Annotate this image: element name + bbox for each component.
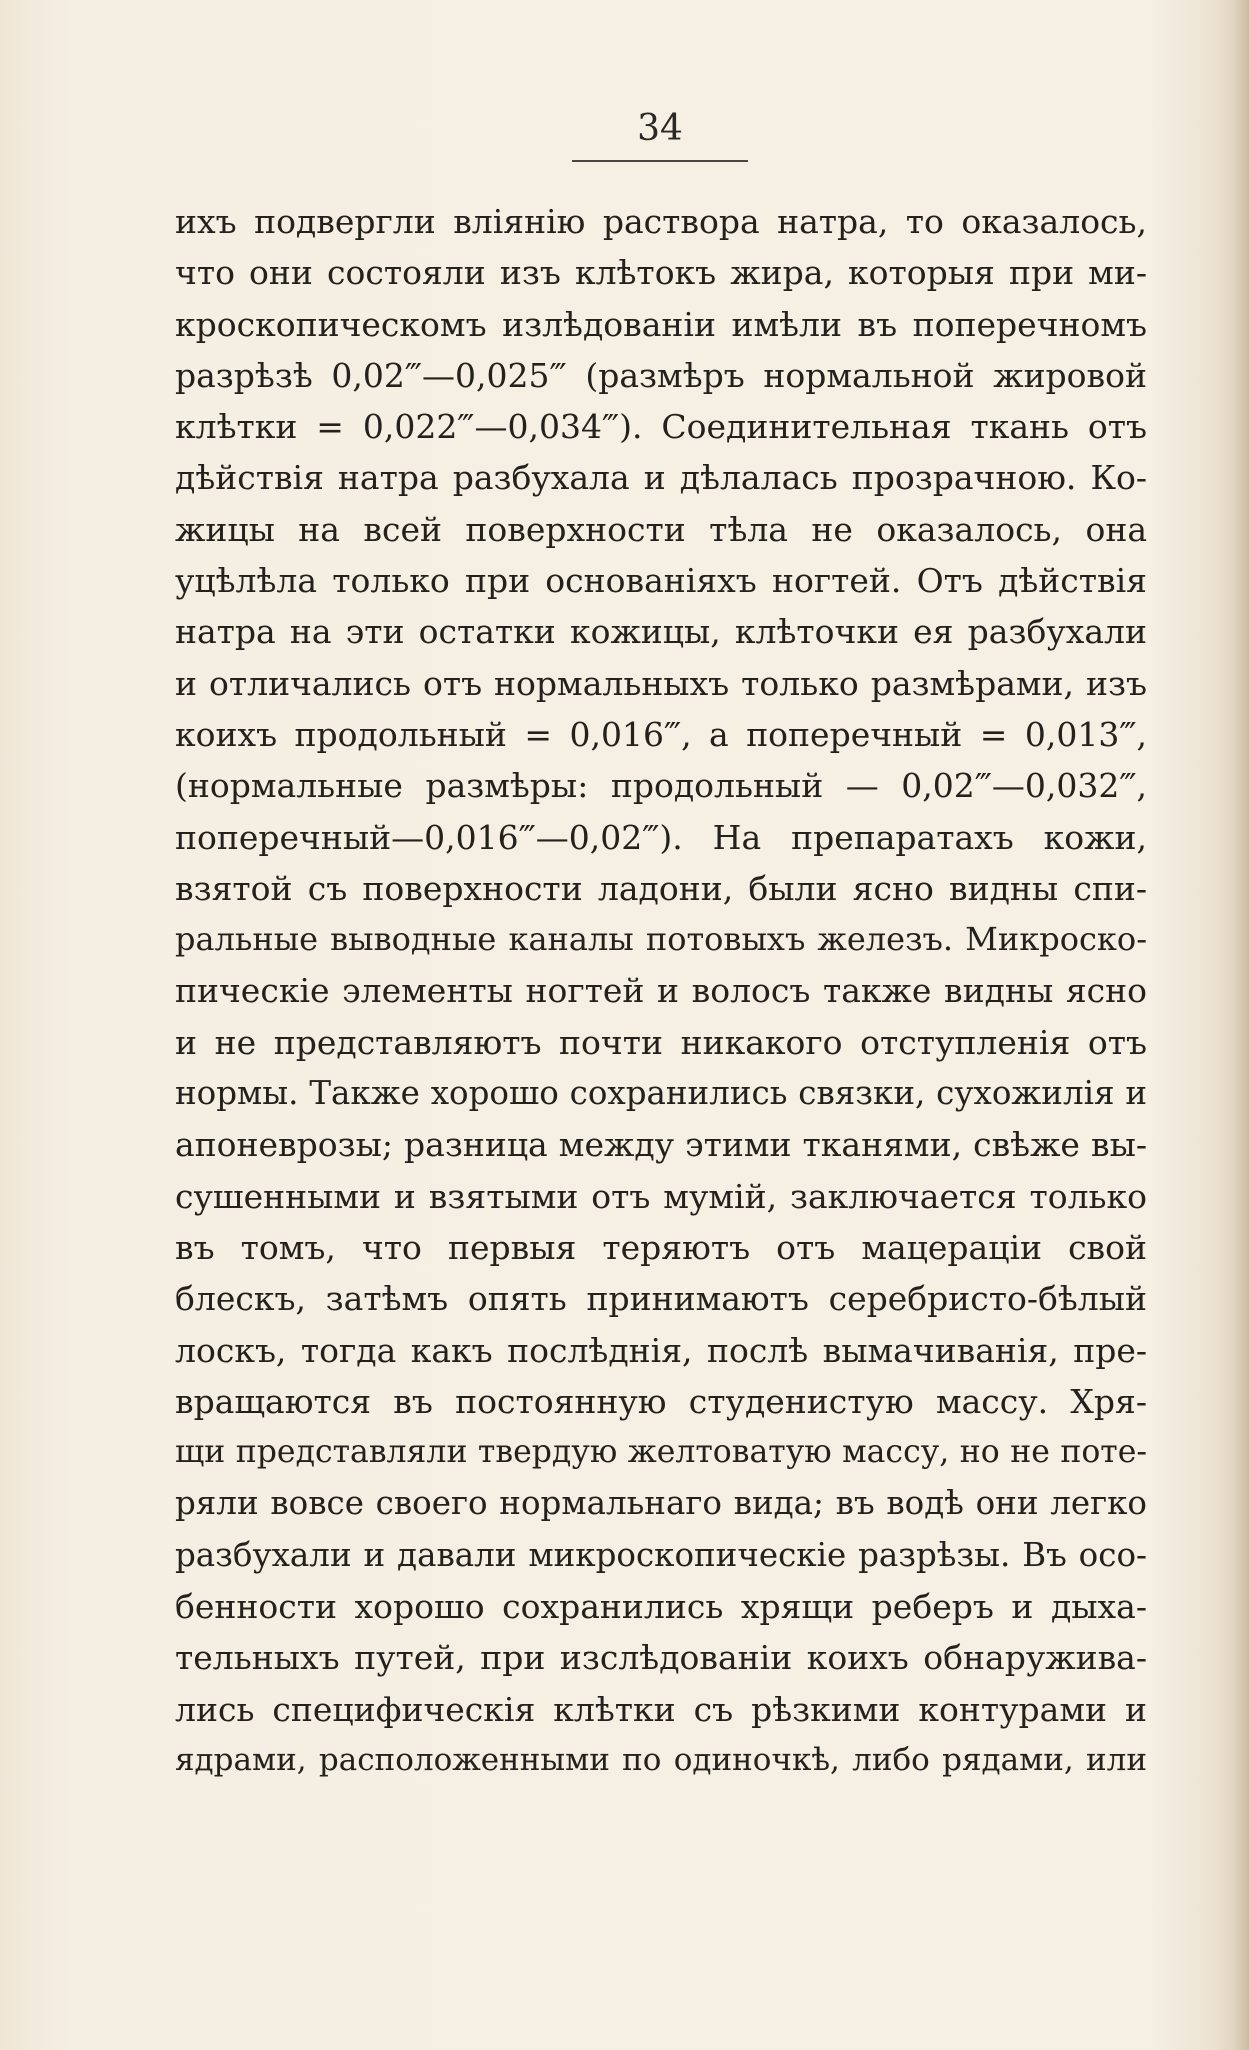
text-line: въ томъ, что первыя теряютъ отъ мацераціи свой [175,1227,1147,1267]
page-number: 34 [637,108,683,149]
text-line: и отличались отъ нормальныхъ только размѣрами, изъ [175,663,1147,703]
body-text [175,196,1147,1786]
text-line: тельныхъ путей, при изслѣдованіи коихъ обнаружива- [175,1638,1147,1678]
text-line: ральные выводные каналы потовыхъ железъ. Микроско- [175,920,1147,959]
text-line: ряли вовсе своего нормальнаго вида; въ водѣ они легко [175,1484,1147,1523]
text-line: щи представляли твердую желтоватую массу, но не поте- [175,1434,1147,1471]
text-line: натра на эти остатки кожицы, клѣточки ея разбухали [175,612,1147,652]
text-line: что они состояли изъ клѣтокъ жира, которыя при ми- [175,253,1147,293]
text-line: ихъ подвергли вліянію раствора натра, то оказалось, [175,202,1147,241]
text-line: взятой съ поверхности ладони, были ясно видны спи- [175,868,1147,908]
text-line: (нормальные размѣры: продольный — 0,02‴—0,032‴, [175,766,1147,806]
text-line: уцѣлѣла только при основаніяхъ ногтей. Отъ дѣйствія [175,561,1147,601]
text-line: апоневрозы; разница между этими тканями, свѣже вы- [175,1125,1147,1165]
text-line: разрѣзѣ 0,02‴—0,025‴ (размѣръ нормальной жировой [175,355,1147,395]
text-line: пическіе элементы ногтей и волосъ также видны ясно [175,971,1147,1011]
page-edge [1235,0,1249,2050]
text-line: лоскъ, тогда какъ послѣднія, послѣ вымачиванія, пре- [175,1330,1147,1370]
text-line: бенности хорошо сохранились хрящи реберъ и дыха- [175,1587,1147,1627]
text-line: дѣйствія натра разбухала и дѣлалась прозрачною. Ко- [175,458,1147,498]
text-line: разбухали и давали микроскопическіе разрѣзы. Въ осо- [175,1535,1147,1574]
text-line: кроскопическомъ излѣдованіи имѣли въ поперечномъ [175,304,1147,344]
text-line: коихъ продольный = 0,016‴, а поперечный = 0,013‴, [175,714,1147,754]
text-line: поперечный—0,016‴—0,02‴). На препаратахъ кожи, [175,817,1147,857]
text-line: сушенными и взятыми отъ мумій, заключается только [175,1176,1147,1216]
text-line: блескъ, затѣмъ опять принимаютъ серебристо-бѣлый [175,1279,1147,1319]
text-line: ядрами, расположенными по одиночкѣ, либо рядами, или [175,1741,1147,1778]
text-line: и не представляютъ почти никакого отступленія отъ [175,1022,1147,1062]
text-line: лись специфическія клѣтки съ рѣзкими контурами и [175,1689,1147,1729]
text-line: клѣтки = 0,022‴—0,034‴). Соединительная ткань отъ [175,407,1147,447]
text-line: вращаются въ постоянную студенистую массу. Хря- [175,1381,1147,1421]
text-line: нормы. Также хорошо сохранились связки, сухожилія и [175,1074,1147,1113]
header-rule [572,160,748,162]
text-line: жицы на всей поверхности тѣла не оказалось, она [175,509,1147,549]
